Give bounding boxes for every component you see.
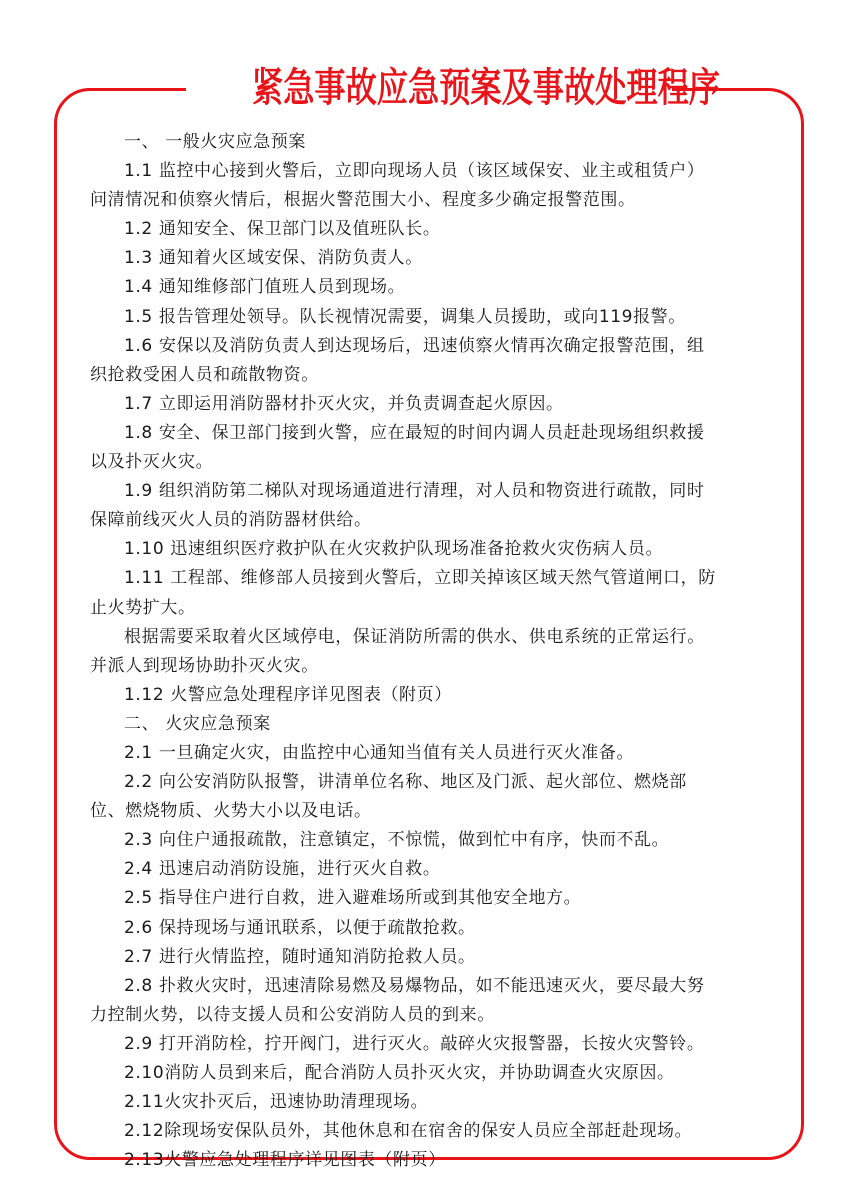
text-line: 1.3 通知着火区域安保、消防负责人。 [124, 248, 423, 269]
text-line: 2.6 保持现场与通讯联系，以便于疏散抢救。 [124, 917, 476, 938]
text-line: 2.8 扑救火灾时，迅速清除易燃及易爆物品，如不能迅速灭火，要尽最大努 [124, 975, 705, 996]
text-line: 2.11火灾扑灭后，迅速协助清理现场。 [124, 1092, 429, 1113]
text-line: 2.12除现场安保队员外，其他休息和在宿舍的保安人员应全部赶赴现场。 [124, 1121, 693, 1142]
text-line: 2.3 向住户通报疏散，注意镇定，不惊慌，做到忙中有序，快而不乱。 [124, 830, 670, 851]
text-line: 1.12 火警应急处理程序详见图表（附页） [124, 684, 452, 705]
document-body [90, 128, 780, 1175]
text-line: 2.7 进行火情监控，随时通知消防抢救人员。 [124, 946, 476, 967]
text-line: 1.11 工程部、维修部人员接到火警后，立即关掉该区域天然气管道闸口，防 [124, 568, 716, 589]
text-line: 并派人到现场协助扑灭火灾。 [90, 655, 319, 676]
text-line: 2.5 指导住户进行自救，进入避难场所或到其他安全地方。 [124, 888, 582, 909]
text-line: 位、燃烧物质、火势大小以及电话。 [90, 801, 372, 822]
text-line: 二、 火灾应急预案 [124, 713, 271, 734]
text-line: 2.4 迅速启动消防设施，进行灭火自救。 [124, 859, 441, 880]
text-line: 根据需要采取着火区域停电，保证消防所需的供水、供电系统的正常运行。 [124, 626, 705, 647]
text-line: 2.10消防人员到来后，配合消防人员扑灭火灾，并协助调查火灾原因。 [124, 1063, 675, 1083]
text-line: 保障前线灭火人员的消防器材供给。 [90, 510, 372, 531]
text-line: 织抢救受困人员和疏散物资。 [90, 364, 319, 385]
text-line: 1.4 通知维修部门值班人员到现场。 [124, 277, 406, 298]
text-line: 1.6 安保以及消防负责人到达现场后，迅速侦察火情再次确定报警范围，组 [124, 335, 705, 356]
text-line: 2.2 向公安消防队报警，讲清单位名称、地区及门派、起火部位、燃烧部 [124, 772, 687, 793]
title-container [186, 58, 721, 118]
text-line: 1.5 报告管理处领导。队长视情况需要，调集人员援助，或向119报警。 [124, 306, 686, 327]
text-line: 1.1 监控中心接到火警后，立即向现场人员（该区域保安、业主或租赁户） [124, 161, 705, 182]
text-line: 1.9 组织消防第二梯队对现场通道进行清理，对人员和物资进行疏散，同时 [124, 481, 705, 502]
text-line: 2.1 一旦确定火灾，由监控中心通知当值有关人员进行灭火准备。 [124, 742, 635, 763]
text-line: 力控制火势，以待支援人员和公安消防人员的到来。 [90, 1004, 495, 1025]
text-line: 1.2 通知安全、保卫部门以及值班队长。 [124, 219, 441, 240]
text-line: 以及扑灭火灾。 [90, 452, 214, 473]
text-line: 1.7 立即运用消防器材扑灭火灾，并负责调查起火原因。 [124, 393, 564, 414]
text-line: 1.10 迅速组织医疗救护队在火灾救护队现场准备抢救火灾伤病人员。 [124, 539, 664, 560]
page-title: 紧急事故应急预案及事故处理程序 [252, 65, 721, 111]
text-line: 2.9 打开消防栓，拧开阀门，进行灭火。敲碎火灾报警器，长按火灾警铃。 [124, 1033, 705, 1054]
text-line: 问清情况和侦察火情后，根据火警范围大小、程度多少确定报警范围。 [90, 190, 636, 211]
text-line: 一、 一般火灾应急预案 [124, 132, 307, 152]
text-line: 止火势扩大。 [90, 597, 196, 618]
text-line: 1.8 安全、保卫部门接到火警，应在最短的时间内调人员赶赴现场组织救援 [124, 422, 705, 443]
text-line: 2.13火警应急处理程序详见图表（附页） [124, 1150, 446, 1171]
